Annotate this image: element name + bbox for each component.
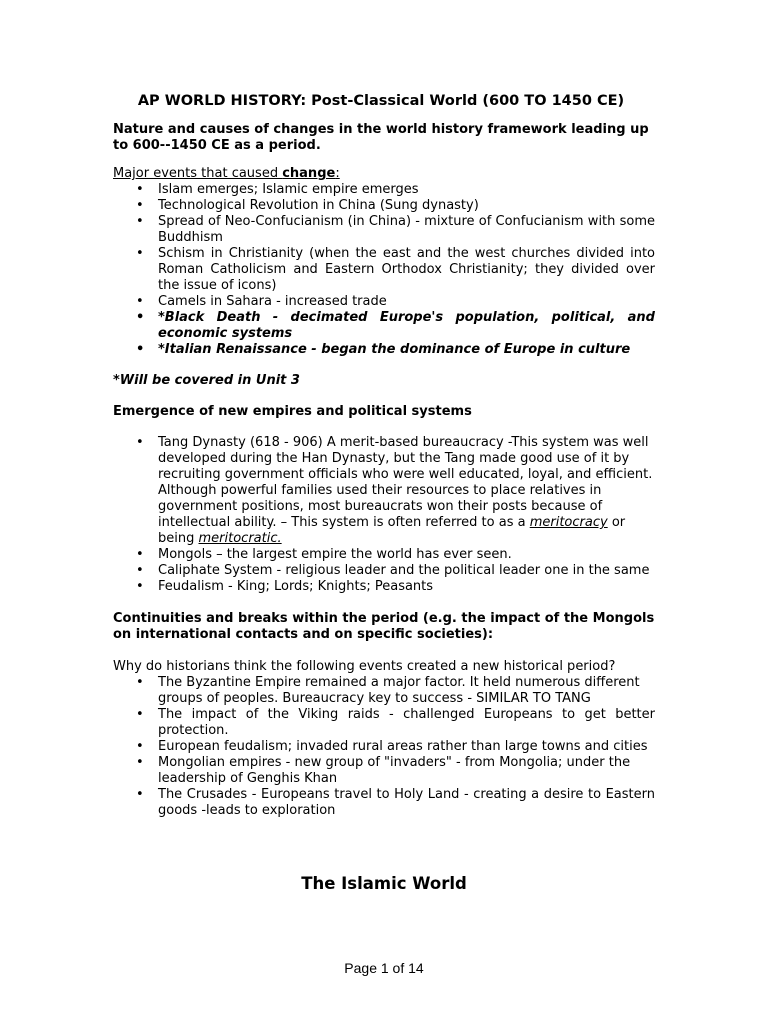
document-page <box>113 92 655 819</box>
empires-list <box>113 435 655 595</box>
meritocracy-term: meritocracy <box>529 515 608 530</box>
list-item: • Camels in Sahara - increased trade <box>158 294 655 310</box>
meritocratic-term: meritocratic. <box>198 531 282 546</box>
list-item: • Spread of Neo-Confucianism (in China) - mixture of Confucianism with some Buddhism <box>158 214 655 246</box>
continuities-question: Why do historians think the following events created a new historical period? <box>113 659 616 674</box>
list-item: • The Byzantine Empire remained a major factor. It held numerous different groups of peoples. Bureaucracy key to success - SIMILAR TO TANG <box>158 675 655 707</box>
list-item: • Feudalism - King; Lords; Knights; Peasants <box>158 579 655 595</box>
list-item: • Islam emerges; Islamic empire emerges <box>158 182 655 198</box>
list-item: • *Black Death - decimated Europe's population, political, and economic systems <box>158 310 655 342</box>
list-item: • The impact of the Viking raids - challenged Europeans to get better protection. <box>158 707 655 739</box>
major-events-label: Major events that caused change: <box>113 166 340 181</box>
list-item: • Tang Dynasty (618 - 906) A merit-based bureaucracy -This system was well developed during the Han Dynasty, but the Tang made good use of it by recruiting government officials who were well educated, loyal, and efficient. Although powerful families used their resources to place relatives in government positions, most bureaucrats won their posts because of intellectual ability. – This system is often referred to as a meritocracy or being meritocratic. <box>158 435 655 547</box>
list-item: • Caliphate System - religious leader and the political leader one in the same <box>158 563 655 579</box>
framework-heading: Nature and causes of changes in the world history framework leading up to 600--1450 CE as a period. <box>113 122 649 153</box>
section-title: The Islamic World <box>301 874 467 893</box>
list-item: • Schism in Christianity (when the east and the west churches divided into Roman Catholicism and Eastern Orthodox Christianity; they divided over the issue of icons) <box>158 246 655 294</box>
list-item: • The Crusades - Europeans travel to Holy Land - creating a desire to Eastern goods -leads to exploration <box>158 787 655 819</box>
unit-note: *Will be covered in Unit 3 <box>113 373 300 388</box>
major-events-list <box>113 182 655 358</box>
change-word: change <box>282 166 336 181</box>
continuities-list <box>113 675 655 819</box>
list-item: • Technological Revolution in China (Sung dynasty) <box>158 198 655 214</box>
list-item: • Mongols – the largest empire the world has ever seen. <box>158 547 655 563</box>
empires-heading: Emergence of new empires and political systems <box>113 404 472 419</box>
list-item: • Mongolian empires - new group of "invaders" - from Mongolia; under the leadership of Genghis Khan <box>158 755 655 787</box>
document-title: AP WORLD HISTORY: Post-Classical World (600 TO 1450 CE) <box>137 93 625 109</box>
continuities-heading: Continuities and breaks within the period (e.g. the impact of the Mongols on international contacts and on specific societies): <box>113 611 655 642</box>
page-footer: Page 1 of 14 <box>344 960 424 976</box>
list-item: • *Italian Renaissance - began the dominance of Europe in culture <box>158 342 655 358</box>
list-item: • European feudalism; invaded rural areas rather than large towns and cities <box>158 739 655 755</box>
